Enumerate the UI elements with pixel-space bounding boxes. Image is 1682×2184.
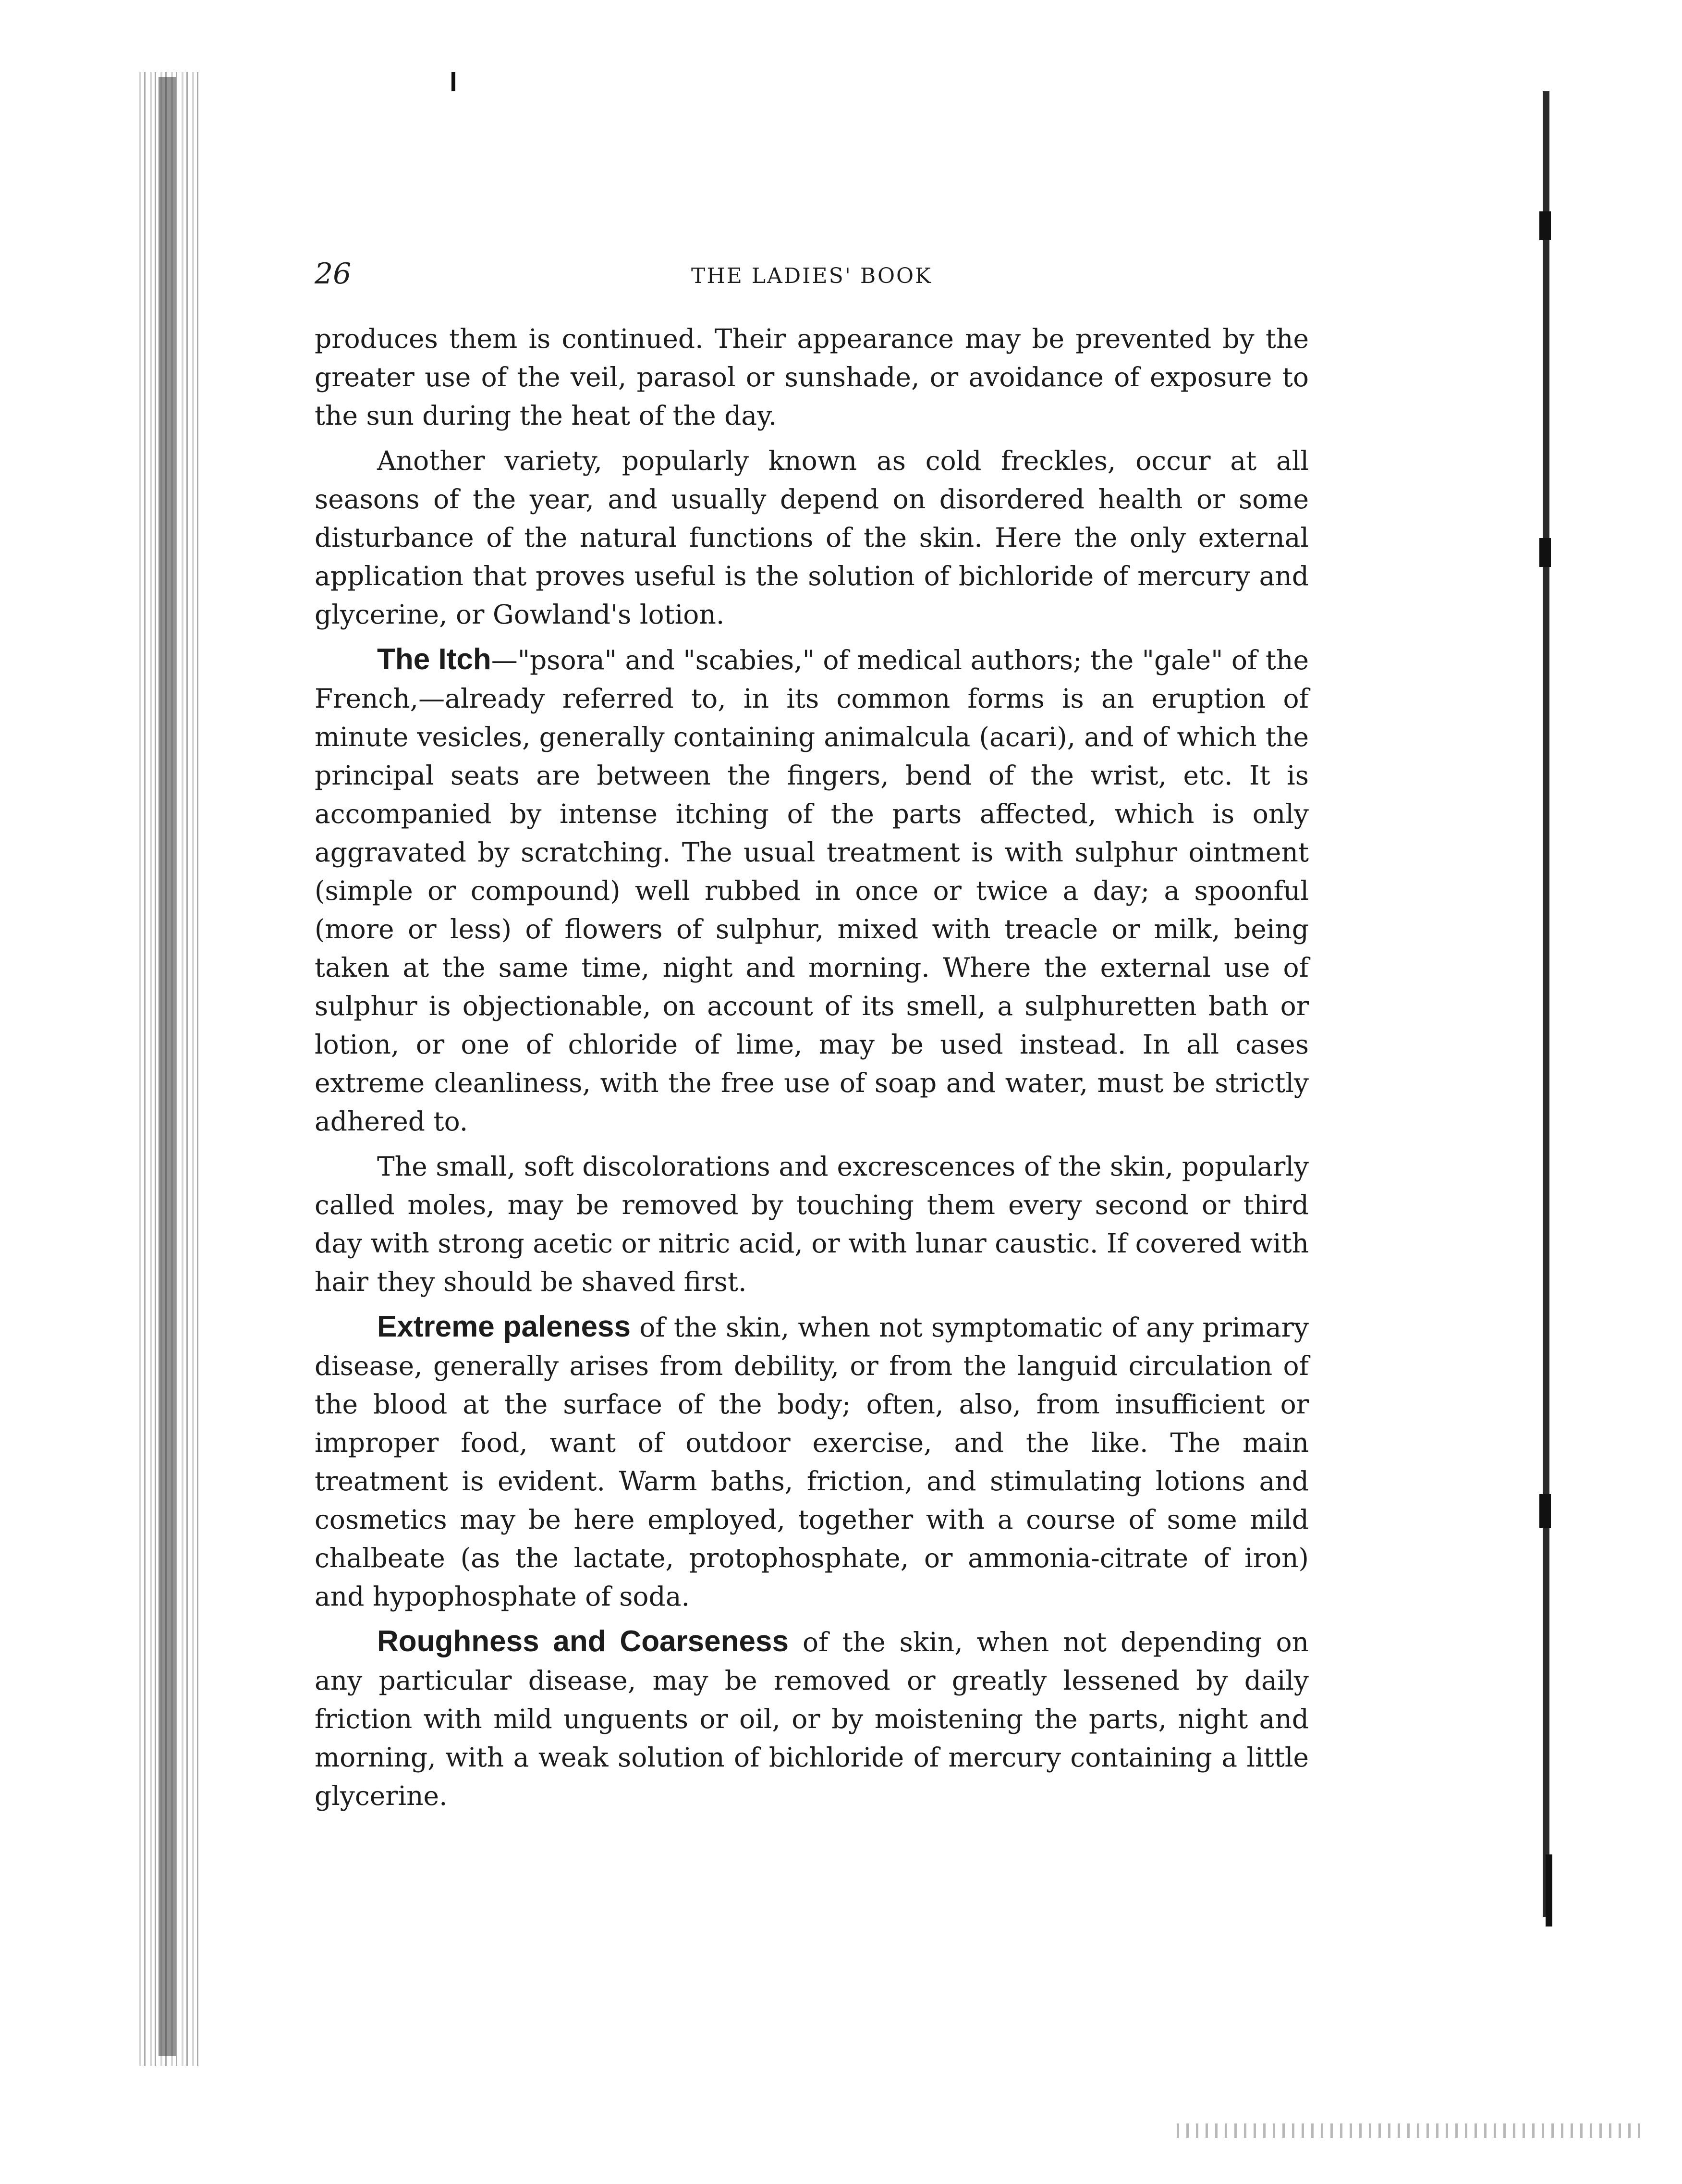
- paragraph-cold-freckles: [315, 442, 1309, 634]
- paragraph-moles: [315, 1147, 1309, 1301]
- section-heading-extreme-paleness: Extreme paleness: [377, 1310, 631, 1343]
- paragraph-the-itch: [315, 640, 1309, 1141]
- paragraph-text: of the skin, when not depending on any particular disease, may be removed or greatly lessened by daily friction with mild unguents or oil, or by moistening the parts, night and morning, with a weak solution of bichloride of mercury containing a little glycerine.: [315, 1627, 1309, 1811]
- scan-mark: [1539, 211, 1551, 240]
- section-heading-the-itch: The Itch: [377, 643, 491, 676]
- paragraph-extreme-paleness: [315, 1308, 1309, 1616]
- paragraph-text: The small, soft discolorations and excrescences of the skin, popularly called moles, may be removed by touching them every second or third day with strong acetic or nitric acid, or with lunar caustic. If covered with hair they should be shaved first.: [315, 1151, 1309, 1297]
- section-heading-roughness: Roughness and Coarseness: [377, 1625, 789, 1658]
- paragraph-text: of the skin, when not symptomatic of any primary disease, generally arises from debility, or from the languid circulation of the blood at the surface of the body; often, also, from insufficient or improper food, want of outdoor exercise, and the like. The main treatment is evident. Warm baths, friction, and stimulating lotions and cosmetics may be here employed, together with a course of some mild chalbeate (as the lactate, protophosphate, or ammonia-citrate of iron) and hypophosphate of soda.: [315, 1312, 1309, 1612]
- paragraph-freckles-continued: [315, 319, 1309, 435]
- paragraph-text: —"psora" and "scabies," of medical authors; the "gale" of the French,—already referred to, in its common forms is an eruption of minute vesicles, generally containing animalcula (acari), and of which the principal seats are between the fingers, bend of the wrist, etc. It is accompanied by intense itching of the parts affected, which is only aggravated by scratching. The usual treatment is with sulphur ointment (simple or compound) well rubbed in once or twice a day; a spoonful (more or less) of flowers of sulphur, mixed with treacle or milk, being taken at the same time, night and morning. Where the external use of sulphur is objectionable, on account of its smell, a sulphuretten bath or lotion, or one of chloride of lime, may be used instead. In all cases extreme cleanliness, with the free use of soap and water, must be strictly adhered to.: [315, 645, 1309, 1137]
- scan-binding-shadow: [158, 77, 176, 2056]
- paragraph-text: Another variety, popularly known as cold freckles, occur at all seasons of the year, and usually depend on disordered health or some disturbance of the natural functions of the skin. Here the only external application that proves useful is the solution of bichloride of mercury and glycerine, or Gowland's lotion.: [315, 445, 1309, 630]
- paragraph-text: produces them is continued. Their appearance may be prevented by the greater use of the veil, parasol or sunshade, or avoidance of exposure to the sun during the heat of the day.: [315, 323, 1309, 431]
- page-header: [315, 257, 1309, 300]
- paragraph-roughness: [315, 1622, 1309, 1815]
- page-number: 26: [315, 257, 352, 291]
- scan-mark: [1546, 1854, 1552, 1926]
- scan-mark: [1539, 538, 1551, 567]
- scan-noise: [1177, 2123, 1643, 2138]
- scan-mark: [451, 72, 455, 91]
- body-text: [315, 319, 1309, 1822]
- running-title: THE LADIES' BOOK: [691, 264, 932, 288]
- scan-right-edge-line: [1543, 91, 1549, 1917]
- scan-mark: [1539, 1494, 1551, 1528]
